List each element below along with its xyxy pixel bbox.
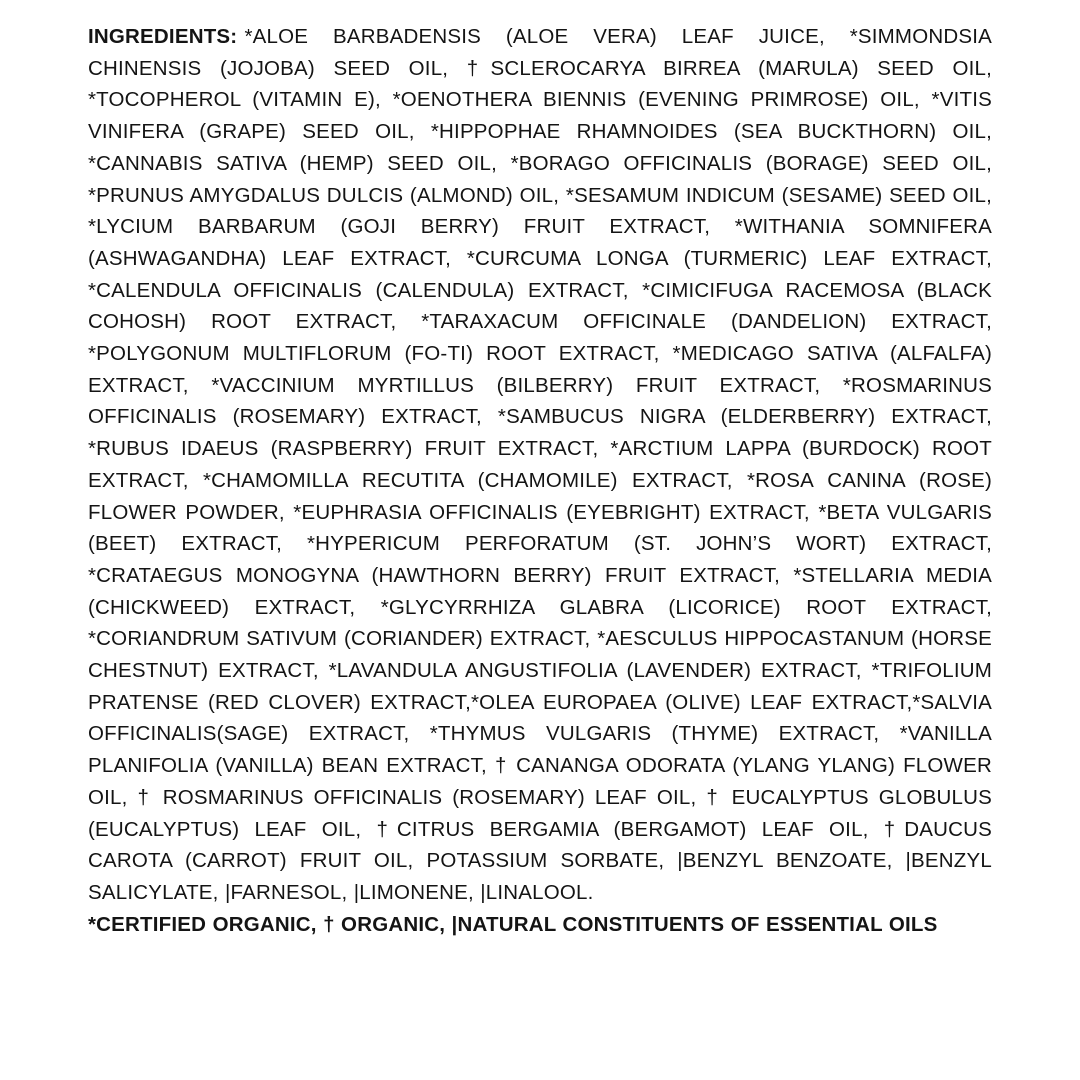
ingredients-heading: INGREDIENTS: (88, 25, 238, 48)
footnote-legend: *CERTIFIED ORGANIC, † ORGANIC, |NATURAL CONSTITUENTS OF ESSENTIAL OILS (88, 912, 938, 936)
ingredients-paragraph (88, 21, 992, 909)
ingredients-text: *ALOE BARBADENSIS (ALOE VERA) LEAF JUICE, *SIMMONDSIA CHINENSIS (JOJOBA) SEED OIL, †SCLEROCARYA BIRREA (MARULA) SEED OIL, *TOCOPHEROL (VITAMIN E), *OENOTHERA BIENNIS (EVENING PRIMROSE) OIL, *VITIS VINIFERA (GRAPE) SEED OIL, *HIPPOPHAE RHAMNOIDES (SEA BUCKTHORN) OIL, *CANNABIS SATIVA (HEMP) SEED OIL, *BORAGO OFFICINALIS (BORAGE) SEED OIL, *PRUNUS AMYGDALUS DULCIS (ALMOND) OIL, *SESAMUM INDICUM (SESAME) SEED OIL, *LYCIUM BARBARUM (GOJI BERRY) FRUIT EXTRACT, *WITHANIA SOMNIFERA (ASHWAGANDHA) LEAF EXTRACT, *CURCUMA LONGA (TURMERIC) LEAF EXTRACT, *CALENDULA OFFICINALIS (CALENDULA) EXTRACT, *CIMICIFUGA RACEMOSA (BLACK COHOSH) ROOT EXTRACT, *TARAXACUM OFFICINALE (DANDELION) EXTRACT, *POLYGONUM MULTIFLORUM (FO-TI) ROOT EXTRACT, *MEDICAGO SATIVA (ALFALFA) EXTRACT, *VACCINIUM MYRTILLUS (BILBERRY) FRUIT EXTRACT, *ROSMARINUS OFFICINALIS (ROSEMARY) EXTRACT, *SAMBUCUS NIGRA (ELDERBERRY) EXTRACT, *RUBUS IDAEUS (RASPBERRY) FRUIT EXTRACT, *ARCTIUM LAPPA (BURDOCK) ROOT EXTRACT, *CHAMOMILLA RECUTITA (CHAMOMILE) EXTRACT, *ROSA CANINA (ROSE) FLOWER POWDER, *EUPHRASIA OFFICINALIS (EYEBRIGHT) EXTRACT, *BETA VULGARIS (BEET) EXTRACT, *HYPERICUM PERFORATUM (ST. JOHN’S WORT) EXTRACT, *CRATAEGUS MONOGYNA (HAWTHORN BERRY) FRUIT EXTRACT, *STELLARIA MEDIA (CHICKWEED) EXTRACT, *GLYCYRRHIZA GLABRA (LICORICE) ROOT EXTRACT, *CORIANDRUM SATIVUM (CORIANDER) EXTRACT, *AESCULUS HIPPOCASTANUM (HORSE CHESTNUT) EXTRACT, *LAVANDULA ANGUSTIFOLIA (LAVENDER) EXTRACT, *TRIFOLIUM PRATENSE (RED CLOVER) EXTRACT,*OLEA EUROPAEA (OLIVE) LEAF EXTRACT,*SALVIA OFFICINALIS(SAGE) EXTRACT, *THYMUS VULGARIS (THYME) EXTRACT, *VANILLA PLANIFOLIA (VANILLA) BEAN EXTRACT, † CANANGA ODORATA (YLANG YLANG) FLOWER OIL, † ROSMARINUS OFFICINALIS (ROSEMARY) LEAF OIL, † EUCALYPTUS GLOBULUS (EUCALYPTUS) LEAF OIL, †CITRUS BERGAMIA (BERGAMOT) LEAF OIL, †DAUCUS CAROTA (CARROT) FRUIT OIL, POTASSIUM SORBATE, |BENZYL BENZOATE, |BENZYL SALICYLATE, |FARNESOL, |LIMONENE, |LINALOOL. (88, 25, 992, 904)
